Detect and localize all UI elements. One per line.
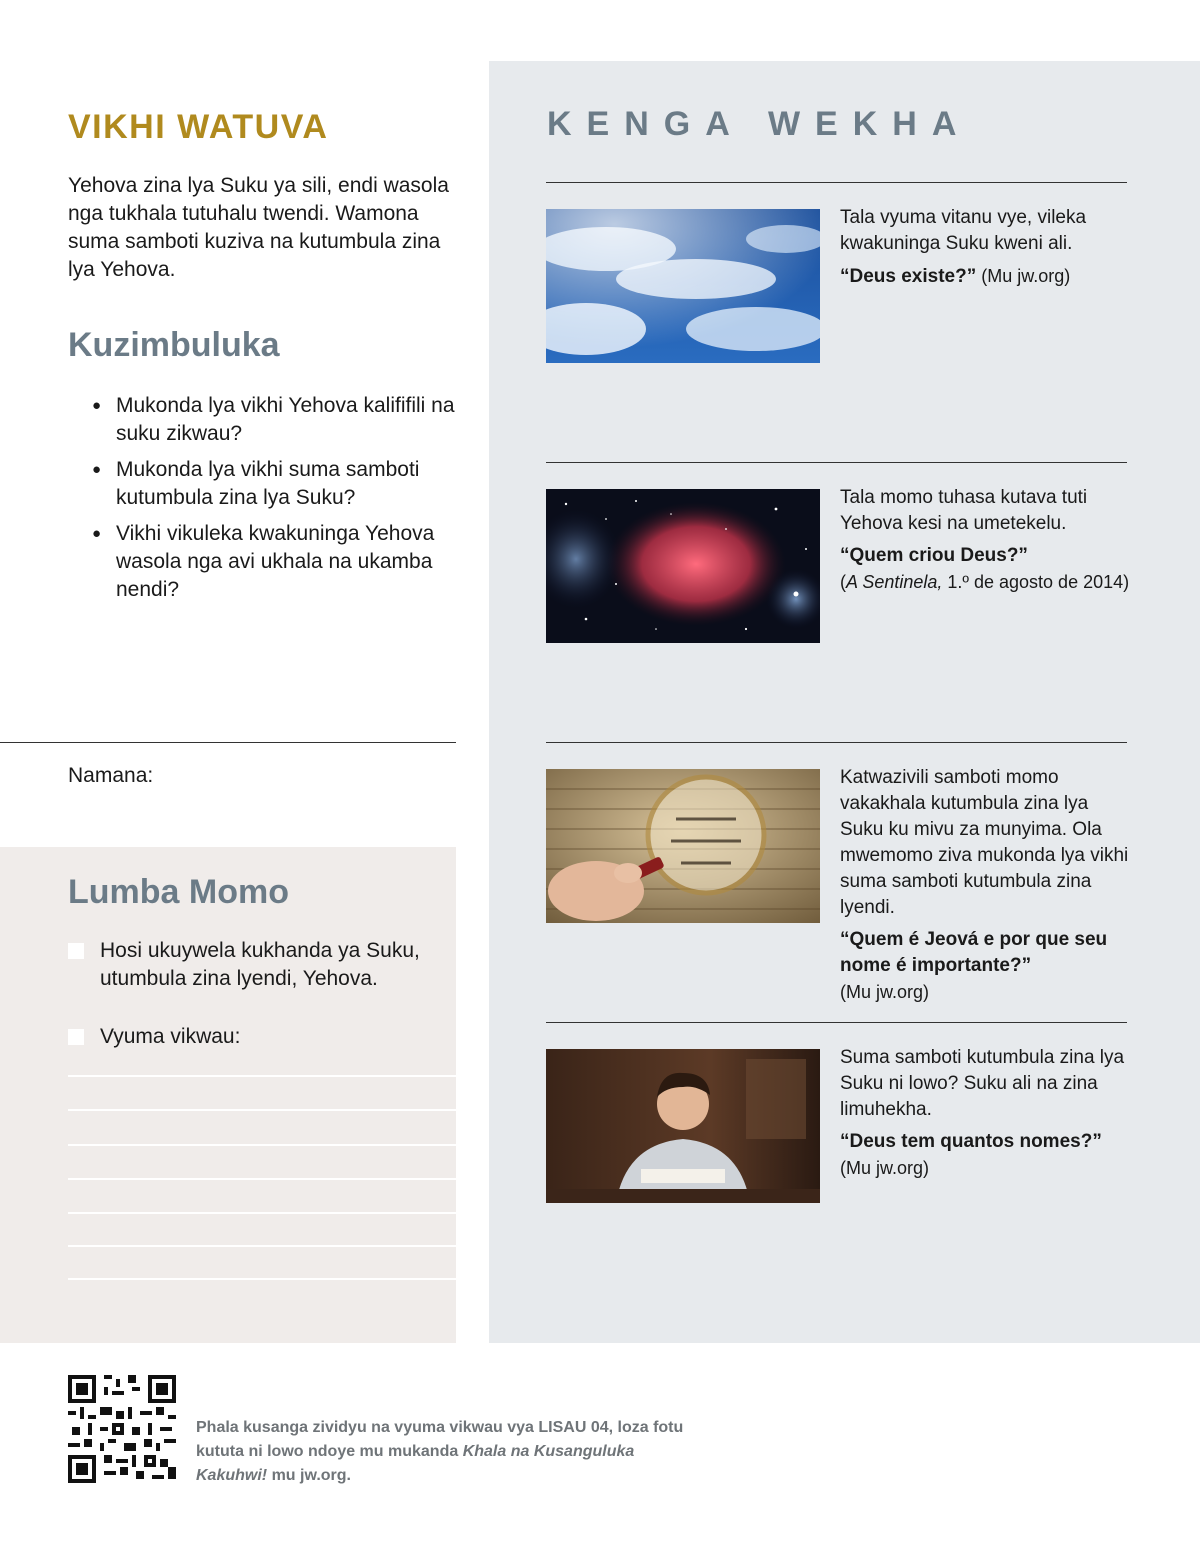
review-question: ● Mukonda lya vikhi suma samboti kutumbula zina lya Suku? — [92, 456, 457, 512]
footer-note — [196, 1416, 706, 1488]
lesson-heading: VIKHI WATUVA — [68, 108, 329, 146]
review-heading: Kuzimbuluka — [68, 326, 280, 364]
resource-description: Tala momo tuhasa kutava tuti Yehova kesi na umetekelu. — [840, 487, 1088, 534]
resource-description: Suma samboti kutumbula zina lya Suku ni lowo? Suku ali na zina limuhekha. — [840, 1047, 1125, 1120]
write-line — [68, 1212, 456, 1214]
checkbox[interactable] — [68, 943, 84, 959]
explore-panel — [489, 61, 1200, 1343]
resource-link[interactable] — [840, 543, 1130, 596]
qr-code[interactable] — [68, 1375, 176, 1483]
write-line — [68, 1178, 456, 1180]
review-question: ● Mukonda lya vikhi Yehova kalififili na suku zikwau? — [92, 392, 457, 448]
resource-card — [840, 1045, 1130, 1182]
goal-label: Vyuma vikwau: — [100, 1025, 241, 1048]
nebula-image — [546, 489, 820, 643]
resource-link[interactable] — [840, 263, 1130, 290]
resource-source: (Mu jw.org) — [840, 982, 930, 1002]
footer-book-title[interactable]: Khala na Kusanguluka Kakuhwi! — [196, 1443, 635, 1484]
write-line — [68, 1075, 456, 1077]
review-questions — [92, 392, 457, 612]
goal-checkbox-item[interactable] — [68, 1023, 448, 1051]
date-label: Namana: — [68, 764, 154, 787]
checkbox[interactable] — [68, 1029, 84, 1045]
divider — [546, 462, 1127, 463]
man-reading-image — [546, 1049, 820, 1203]
resource-title[interactable]: “Quem é Jeová e por que seu nome é importante?” — [840, 929, 1108, 976]
goal-checkbox-item[interactable] — [68, 937, 448, 993]
footer-text-end: mu jw.org. — [267, 1467, 351, 1484]
goals-panel — [0, 847, 456, 1343]
write-line — [68, 1109, 456, 1111]
resource-card — [840, 765, 1130, 1006]
write-line — [68, 1144, 456, 1146]
divider — [546, 742, 1127, 743]
resource-description: Tala vyuma vitanu vye, vileka kwakuninga Suku kweni ali. — [840, 207, 1087, 254]
resource-link[interactable] — [840, 1129, 1130, 1182]
resource-title[interactable]: “Deus tem quantos nomes?” — [840, 1131, 1102, 1152]
resource-description: Katwazivili samboti momo vakakhala kutumbula zina lya Suku ku mivu za munyima. Ola mwemomo ziva mukonda lya vikhi suma samboti kutumbula zina lyendi. — [840, 767, 1129, 918]
sky-clouds-image — [546, 209, 820, 363]
resource-title[interactable]: “Deus existe?” — [840, 266, 977, 287]
write-line — [68, 1245, 456, 1247]
resource-source: (Mu jw.org) — [976, 266, 1071, 286]
resource-link[interactable] — [840, 927, 1130, 1006]
footer-text: Phala kusanga zividyu na vyuma vikwau vya LISAU 04, loza fotu kututa ni lowo ndoye mu mukanda — [196, 1419, 684, 1460]
review-question: ● Vikhi vikuleka kwakuninga Yehova wasola nga avi ukhala na ukamba nendi? — [92, 520, 457, 604]
divider — [0, 742, 456, 743]
goal-label: Hosi ukuywela kukhanda ya Suku, utumbula zina lyendi, Yehova. — [100, 939, 420, 990]
divider — [546, 1022, 1127, 1023]
resource-source: 1.º de agosto de 2014) — [942, 572, 1130, 592]
write-line — [68, 1278, 456, 1280]
goals-title: Lumba Momo — [68, 873, 289, 911]
resource-title[interactable]: “Quem criou Deus?” — [840, 545, 1028, 566]
lesson-intro: Yehova zina lya Suku ya sili, endi wasola nga tukhala tutuhalu twendi. Wamona suma samboti kuziva na kutumbula zina lya Yehova. — [68, 174, 449, 281]
resource-card — [840, 205, 1130, 290]
resource-source-prefix: ( — [840, 572, 846, 592]
divider — [546, 182, 1127, 183]
explore-heading: KENGA WEKHA — [547, 105, 972, 143]
resource-source: (Mu jw.org) — [840, 1158, 930, 1178]
resource-source-publication: A Sentinela, — [846, 572, 943, 592]
magnifier-hebrew-image — [546, 769, 820, 923]
resource-card — [840, 485, 1130, 596]
